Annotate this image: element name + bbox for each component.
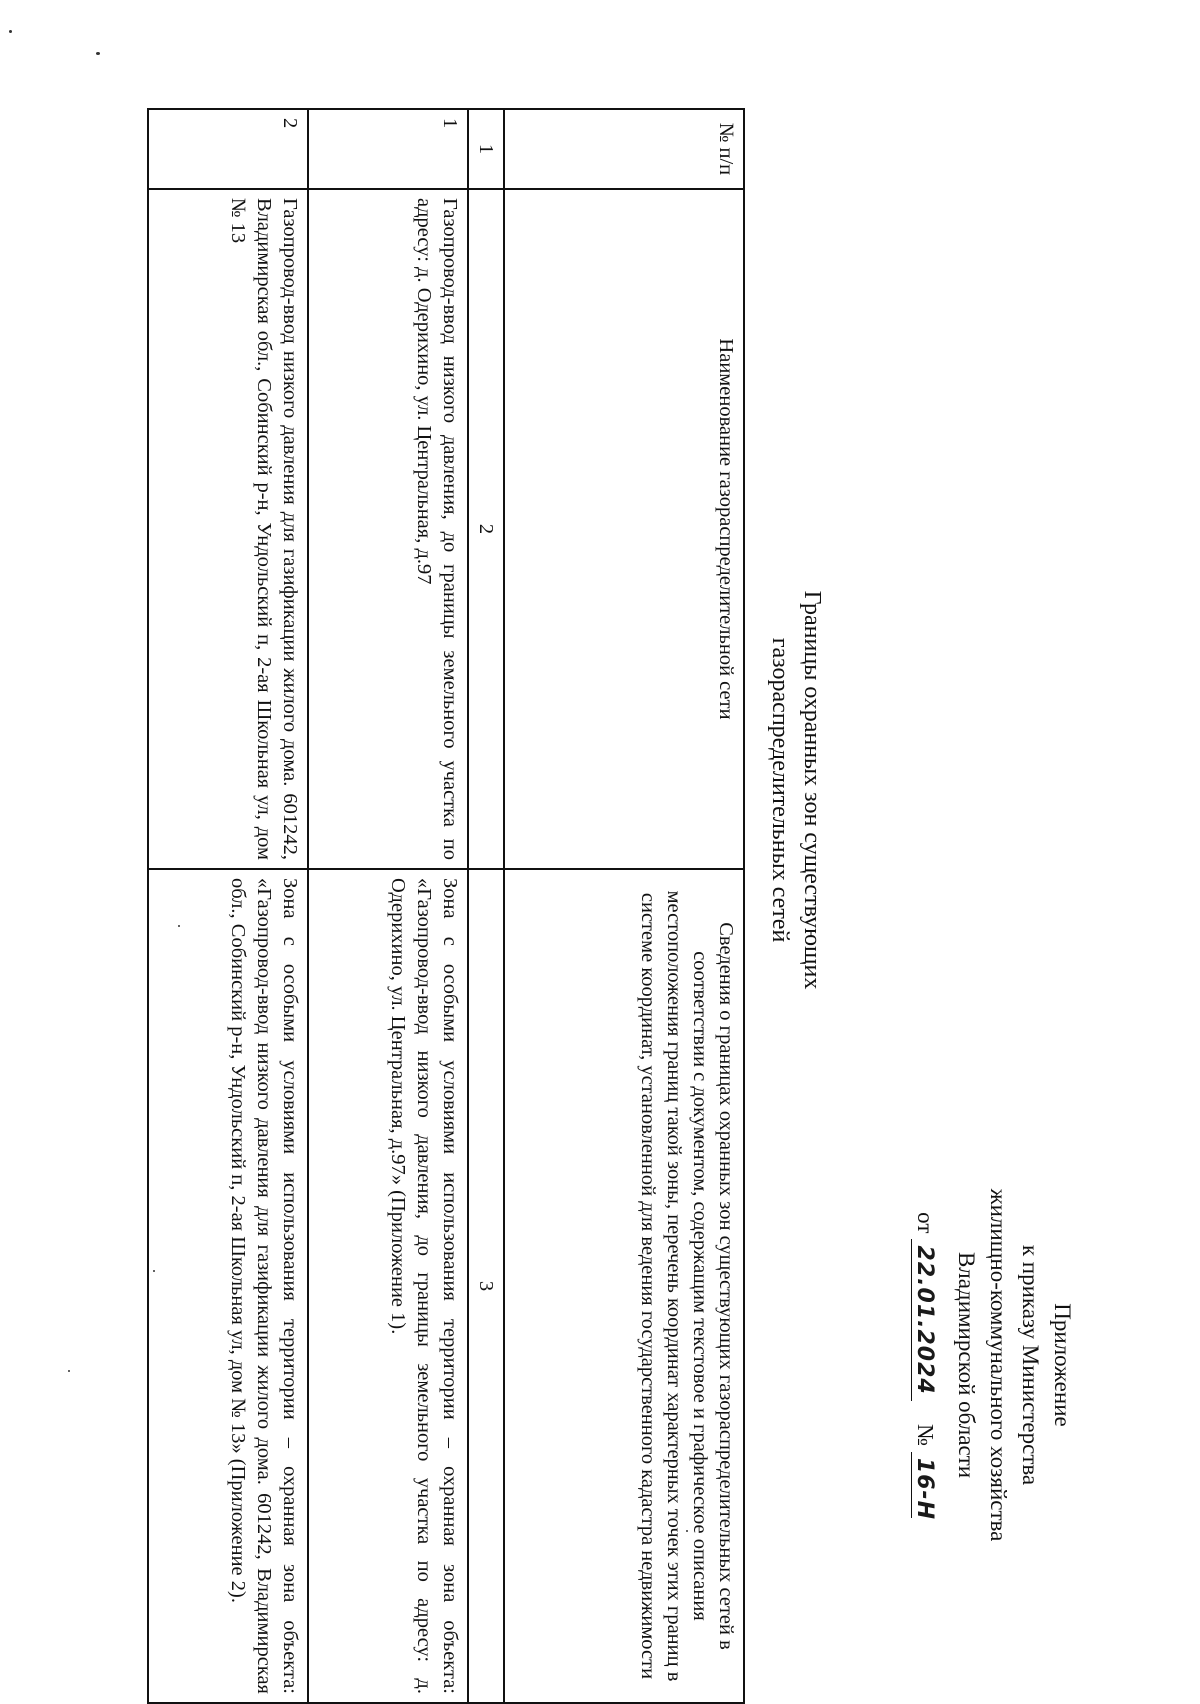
- handwritten-date: 22.01.2024: [911, 1239, 937, 1401]
- row-number: 2: [148, 109, 308, 189]
- row-zone-info: Зона с особыми условиями использования территории – охранная зона объекта: «Газопровод-ввод низкого давления, до границы земельного участка по адресу: д. Одерихино, ул. Центральная, д.97» (Приложение 1).: [308, 869, 468, 1703]
- header-line: жилищно-коммунального хозяйства: [986, 1188, 1011, 1542]
- row-network-name: Газопровод-ввод низкого давления для газификации жилого дома. 601242, Владимирская обл., Собинский р-н, Ундольский п, 2-ая Школьная ул, дом № 13: [148, 189, 308, 869]
- header-cell-number: № п/п: [504, 109, 744, 189]
- table-row: [148, 109, 308, 1703]
- table-row: [308, 109, 468, 1703]
- date-prefix: от: [913, 1212, 938, 1234]
- row-network-name: Газопровод-ввод низкого давления, до границы земельного участка по адресу: д. Одерихино, ул. Центральная, д.97: [308, 189, 468, 869]
- header-line: Приложение: [1050, 1303, 1075, 1427]
- number-prefix: №: [913, 1424, 938, 1447]
- title-line-2: газораспределительных сетей: [767, 637, 793, 943]
- handwritten-number: 16-Н: [911, 1452, 937, 1518]
- column-number: 2: [468, 189, 504, 869]
- order-date-line: [911, 1135, 938, 1595]
- header-cell-info: Сведения о границах охранных зон существующих газораспределительных сетей в соответствии с документом, содержащим текстовое и графическое описания местоположения границ такой зоны, перечень координат характерных точек этих границ в системе координат, установленной для ведения государственного кадастра недвижимости: [504, 869, 744, 1703]
- appendix-header: [950, 1135, 1078, 1595]
- header-line: Владимирской области: [954, 1251, 979, 1479]
- scan-speck: [96, 52, 100, 55]
- header-cell-name: Наименование газораспределительной сети: [504, 189, 744, 869]
- header-line: к приказу Министерства: [1018, 1244, 1043, 1486]
- scan-speck: [68, 1370, 70, 1372]
- column-number-row: [468, 109, 504, 1703]
- column-number: 3: [468, 869, 504, 1703]
- column-number: 1: [468, 109, 504, 189]
- row-zone-info: Зона с особыми условиями использования территории – охранная зона объекта: «Газопровод-ввод низкого давления для газификации жилого дома. 601242, Владимирская обл., Собинский р-н, Ундольский п, 2-ая Школьная ул, дом № 13» (Приложение 2).: [148, 869, 308, 1703]
- document-title: [764, 360, 828, 1220]
- table-header-row: [504, 109, 744, 1703]
- zones-table: [147, 108, 745, 1704]
- scan-speck: [9, 30, 12, 33]
- row-number: 1: [308, 109, 468, 189]
- title-line-1: Границы охранных зон существующих: [799, 590, 825, 990]
